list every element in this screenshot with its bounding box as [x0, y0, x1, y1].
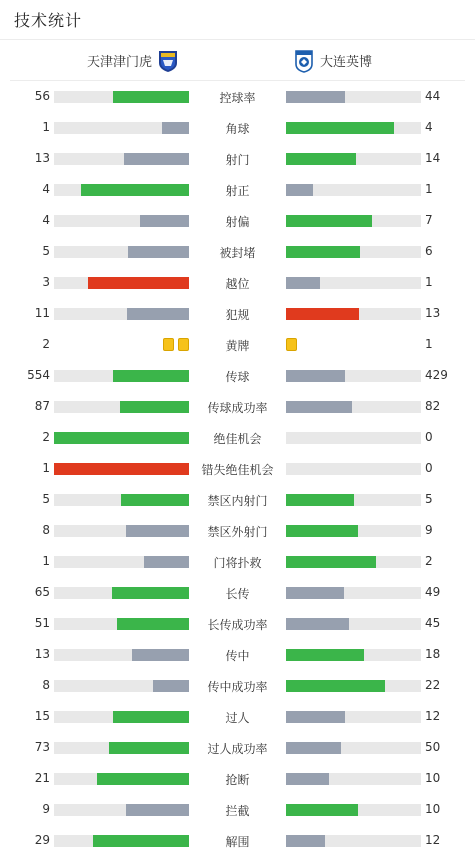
away-bar-track: [286, 525, 421, 537]
stat-row: [0, 267, 475, 298]
away-team-name: 大连英博: [320, 55, 373, 70]
home-bar-fill: [112, 587, 189, 599]
away-bar-fill: [286, 835, 325, 847]
home-value: 29: [34, 833, 50, 847]
tianjin-crest-icon: [158, 49, 178, 73]
away-bar-track: [286, 494, 421, 506]
away-bar-track: [286, 401, 421, 413]
home-value: 1: [42, 120, 50, 134]
stat-row: [0, 608, 475, 639]
away-value: 10: [425, 802, 441, 816]
away-bar-track: [286, 711, 421, 723]
away-bar-track: [286, 370, 421, 382]
away-value: 10: [425, 771, 441, 785]
away-bar-track: [286, 184, 421, 196]
home-value: 51: [34, 616, 50, 630]
away-bar-track: [286, 153, 421, 165]
away-bar-track: [286, 773, 421, 785]
home-bar-track: [54, 649, 189, 661]
stat-label: 角球: [225, 122, 250, 136]
stat-label: 射偏: [225, 215, 250, 229]
home-bar-fill: [109, 742, 189, 754]
home-bar-track: [54, 246, 189, 258]
home-bar-track: [54, 277, 189, 289]
away-bar-fill: [286, 122, 394, 134]
home-value: 13: [34, 151, 50, 165]
home-bar-track: [54, 587, 189, 599]
stat-label: 传中: [225, 649, 250, 663]
stat-label: 传中成功率: [207, 680, 268, 694]
away-bar-fill: [286, 742, 341, 754]
away-bar-track: [286, 742, 421, 754]
stat-label: 过人: [225, 711, 250, 725]
away-bar-fill: [286, 370, 345, 382]
home-bar-track: [54, 153, 189, 165]
away-bar-fill: [286, 711, 345, 723]
home-bar-track: [54, 680, 189, 692]
away-value: 45: [425, 616, 441, 630]
away-value: 50: [425, 740, 441, 754]
stat-row: [0, 391, 475, 422]
home-bar-fill: [117, 618, 189, 630]
home-bar-track: [54, 525, 189, 537]
stats-header: [0, 0, 475, 40]
away-bar-track: [286, 649, 421, 661]
stat-label: 拦截: [225, 804, 250, 818]
home-bar-track: [54, 184, 189, 196]
away-value: 44: [425, 89, 441, 103]
teams-header: [10, 40, 465, 81]
stat-label: 禁区外射门: [207, 525, 268, 539]
home-value: 21: [34, 771, 50, 785]
away-bar-fill: [286, 308, 359, 320]
stat-row: [0, 453, 475, 484]
home-bar-fill: [121, 494, 189, 506]
stat-label: 过人成功率: [207, 742, 268, 756]
stat-row: [0, 670, 475, 701]
away-yellow-cards: [286, 338, 297, 351]
away-value: 14: [425, 151, 441, 165]
home-bar-track: [54, 463, 189, 475]
yellow-card-icon: [286, 338, 297, 351]
home-bar-track: [54, 556, 189, 568]
away-bar-track: [286, 215, 421, 227]
home-bar-track: [54, 804, 189, 816]
away-bar-track: [286, 587, 421, 599]
away-bar-fill: [286, 587, 344, 599]
away-bar-fill: [286, 773, 329, 785]
stat-label: 犯规: [225, 308, 250, 322]
stat-row: [0, 763, 475, 794]
home-bar-fill: [126, 525, 189, 537]
stat-label: 长传: [225, 587, 250, 601]
home-value: 8: [42, 523, 50, 537]
home-bar-fill: [113, 370, 189, 382]
away-bar-fill: [286, 556, 376, 568]
stat-row: [0, 298, 475, 329]
home-value: 2: [42, 430, 50, 444]
home-value: 13: [34, 647, 50, 661]
stat-label: 射门: [225, 153, 250, 167]
home-bar-track: [54, 618, 189, 630]
away-value: 6: [425, 244, 433, 258]
home-bar-fill: [54, 432, 189, 444]
stat-label: 门将扑救: [213, 556, 262, 570]
stat-label: 传球: [225, 370, 250, 384]
away-bar-track: [286, 308, 421, 320]
away-value: 82: [425, 399, 441, 413]
home-value: 5: [42, 244, 50, 258]
stat-row: [0, 639, 475, 670]
away-bar-fill: [286, 184, 313, 196]
stat-label: 控球率: [219, 91, 256, 105]
away-bar-fill: [286, 277, 320, 289]
away-bar-fill: [286, 618, 349, 630]
stat-row: [0, 515, 475, 546]
home-value: 9: [42, 802, 50, 816]
away-bar-track: [286, 680, 421, 692]
away-bar-fill: [286, 91, 345, 103]
away-bar-fill: [286, 649, 364, 661]
stat-label: 禁区内射门: [207, 494, 268, 508]
home-value: 554: [27, 368, 50, 382]
stat-row: [0, 577, 475, 608]
home-value: 15: [34, 709, 50, 723]
home-bar-fill: [144, 556, 189, 568]
home-value: 11: [34, 306, 50, 320]
away-bar-track: [286, 618, 421, 630]
away-bar-track: [286, 122, 421, 134]
home-bar-track: [54, 401, 189, 413]
stat-row: [0, 329, 475, 360]
stat-label: 被封堵: [219, 246, 256, 260]
home-value: 8: [42, 678, 50, 692]
home-bar-track: [54, 773, 189, 785]
away-bar-fill: [286, 680, 385, 692]
home-bar-track: [54, 835, 189, 847]
home-bar-fill: [120, 401, 189, 413]
away-value: 18: [425, 647, 441, 661]
home-bar-fill: [162, 122, 189, 134]
away-bar-fill: [286, 804, 358, 816]
stat-row: [0, 484, 475, 515]
away-bar-track: [286, 835, 421, 847]
home-bar-track: [54, 122, 189, 134]
home-bar-fill: [128, 246, 189, 258]
stat-row: [0, 81, 475, 112]
home-value: 4: [42, 213, 50, 227]
away-value: 2: [425, 554, 433, 568]
away-value: 12: [425, 833, 441, 847]
away-value: 7: [425, 213, 433, 227]
stat-row: [0, 236, 475, 267]
stat-row: [0, 422, 475, 453]
home-bar-track: [54, 91, 189, 103]
away-value: 13: [425, 306, 441, 320]
away-bar-fill: [286, 494, 354, 506]
home-bar-fill: [88, 277, 189, 289]
stat-row: [0, 205, 475, 236]
home-bar-fill: [93, 835, 189, 847]
home-value: 1: [42, 461, 50, 475]
dalian-crest-icon: [294, 49, 314, 73]
home-bar-track: [54, 432, 189, 444]
home-bar-track: [54, 308, 189, 320]
away-value: 1: [425, 275, 433, 289]
away-bar-track: [286, 804, 421, 816]
stat-label: 解围: [225, 835, 250, 849]
home-team[interactable]: [87, 40, 178, 81]
stat-label: 黄牌: [225, 339, 250, 353]
stat-row: [0, 174, 475, 205]
page-title: 技术统计: [14, 11, 83, 30]
stat-row: [0, 546, 475, 577]
home-bar-fill: [113, 91, 189, 103]
away-value: 1: [425, 337, 433, 351]
home-bar-track: [54, 370, 189, 382]
away-bar-fill: [286, 525, 358, 537]
away-value: 49: [425, 585, 441, 599]
stat-row: [0, 732, 475, 763]
home-yellow-cards: [163, 338, 189, 351]
home-bar-fill: [54, 463, 189, 475]
stat-label: 传球成功率: [207, 401, 268, 415]
home-bar-fill: [97, 773, 189, 785]
away-value: 12: [425, 709, 441, 723]
away-value: 5: [425, 492, 433, 506]
away-bar-track: [286, 556, 421, 568]
home-bar-fill: [140, 215, 189, 227]
home-value: 1: [42, 554, 50, 568]
stat-row: [0, 112, 475, 143]
home-value: 5: [42, 492, 50, 506]
home-value: 4: [42, 182, 50, 196]
yellow-card-icon: [163, 338, 174, 351]
stat-label: 长传成功率: [207, 618, 268, 632]
stat-label: 错失绝佳机会: [201, 463, 274, 477]
away-bar-track: [286, 432, 421, 444]
home-bar-track: [54, 215, 189, 227]
away-bar-fill: [286, 246, 360, 258]
home-bar-track: [54, 742, 189, 754]
away-value: 0: [425, 430, 433, 444]
home-value: 87: [34, 399, 50, 413]
stat-row: [0, 360, 475, 391]
away-bar-fill: [286, 153, 356, 165]
home-bar-fill: [132, 649, 189, 661]
stat-row: [0, 701, 475, 732]
away-bar-track: [286, 91, 421, 103]
home-value: 56: [34, 89, 50, 103]
home-value: 2: [42, 337, 50, 351]
away-bar-track: [286, 246, 421, 258]
away-value: 0: [425, 461, 433, 475]
home-bar-track: [54, 711, 189, 723]
away-value: 22: [425, 678, 441, 692]
away-bar-fill: [286, 401, 352, 413]
stat-row: [0, 794, 475, 825]
home-bar-fill: [127, 308, 189, 320]
away-value: 429: [425, 368, 448, 382]
home-bar-fill: [113, 711, 189, 723]
stat-label: 绝佳机会: [213, 432, 262, 446]
home-bar-track: [54, 494, 189, 506]
away-value: 9: [425, 523, 433, 537]
home-value: 65: [34, 585, 50, 599]
away-bar-track: [286, 463, 421, 475]
home-bar-fill: [124, 153, 189, 165]
away-bar-fill: [286, 215, 372, 227]
home-team-name: 天津津门虎: [86, 55, 152, 70]
stats-list: [0, 81, 475, 856]
home-bar-fill: [153, 680, 189, 692]
away-bar-track: [286, 277, 421, 289]
stat-label: 越位: [225, 277, 250, 291]
stat-row: [0, 143, 475, 174]
away-team[interactable]: [294, 40, 372, 81]
home-bar-fill: [126, 804, 189, 816]
yellow-card-icon: [178, 338, 189, 351]
home-value: 73: [34, 740, 50, 754]
stat-label: 抢断: [225, 773, 250, 787]
stat-label: 射正: [225, 184, 250, 198]
stat-row: [0, 825, 475, 856]
away-value: 1: [425, 182, 433, 196]
home-bar-fill: [81, 184, 189, 196]
home-value: 3: [42, 275, 50, 289]
away-value: 4: [425, 120, 433, 134]
